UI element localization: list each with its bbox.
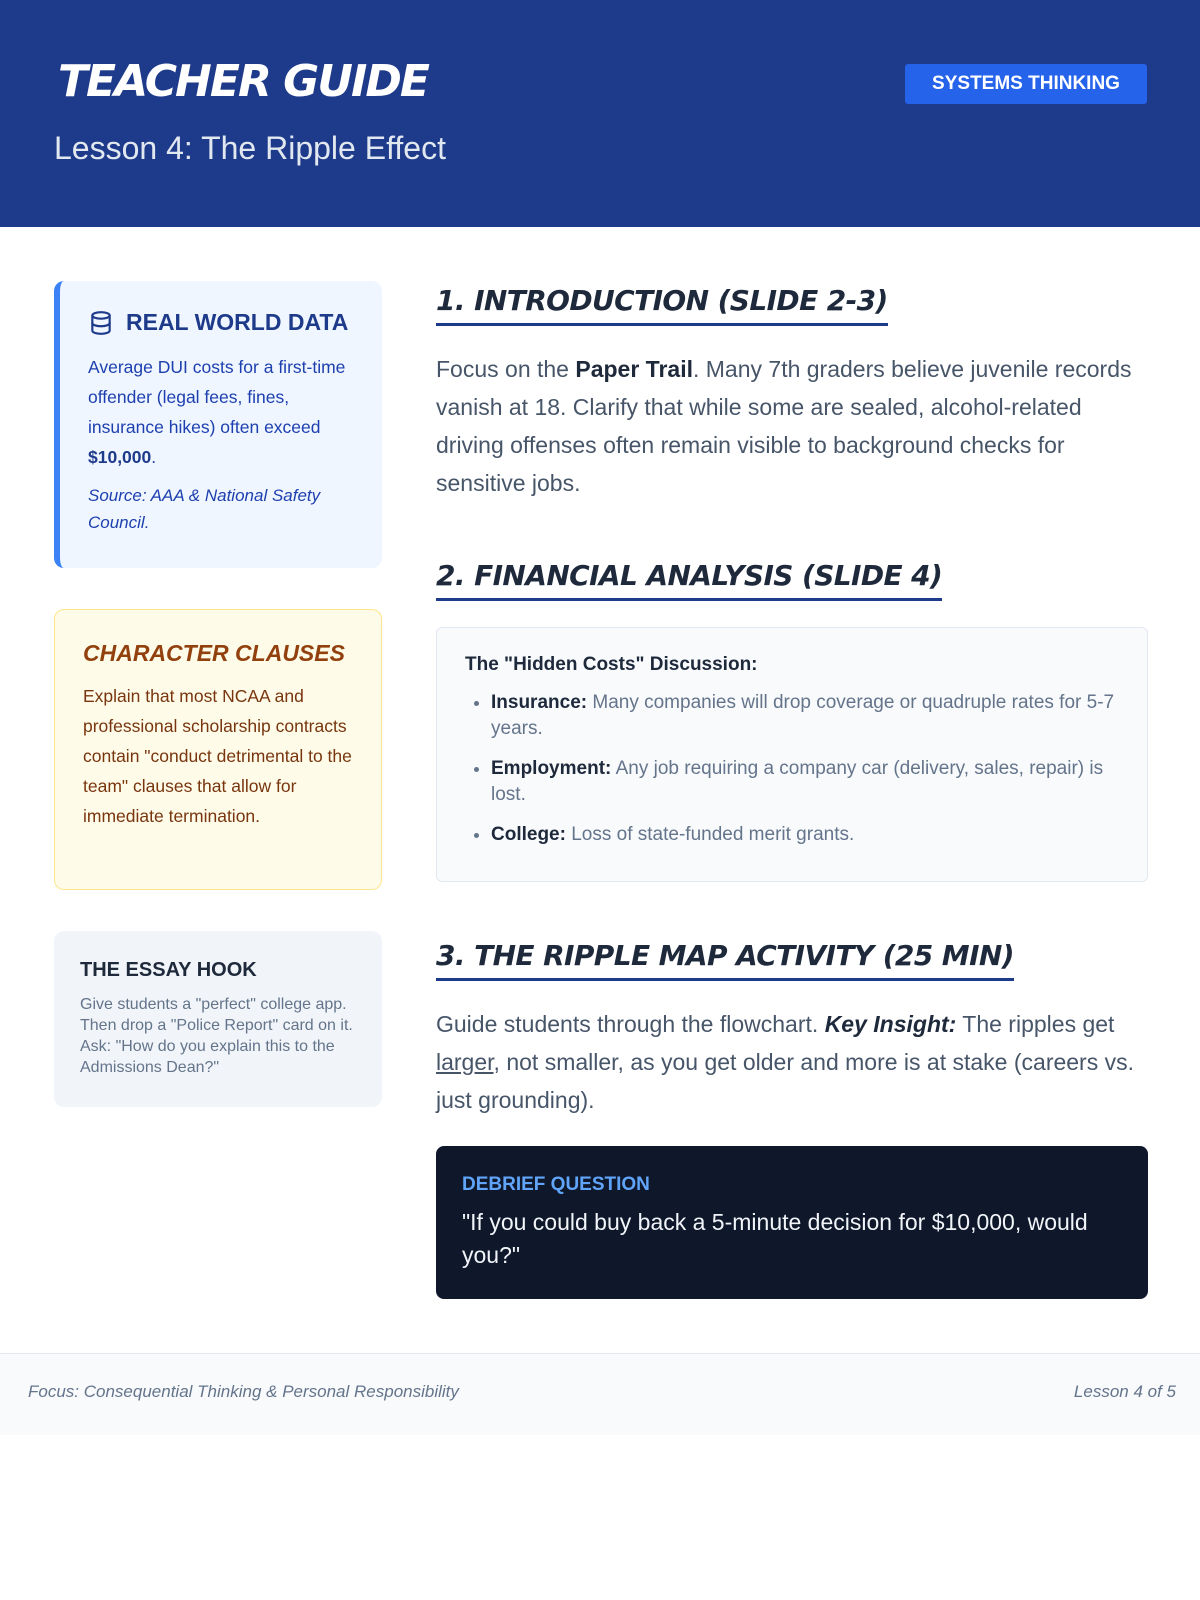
real-world-data-header	[88, 309, 362, 336]
introduction-text-start: Focus on the	[436, 356, 576, 382]
character-clauses-text: Explain that most NCAA and professional scholarship contracts contain "conduct detrimental to the team" clauses that allow for immediate termination.	[83, 686, 352, 826]
real-world-data-text-end: .	[151, 447, 157, 467]
database-icon	[88, 310, 114, 336]
dui-cost-value: $10,000	[88, 447, 152, 467]
footer-focus: Focus: Consequential Thinking & Personal Responsibility	[28, 1382, 459, 1401]
introduction-heading: 1. INTRODUCTION (SLIDE 2-3)	[436, 284, 888, 326]
financial-analysis-heading: 2. FINANCIAL ANALYSIS (SLIDE 4)	[436, 559, 942, 601]
ripple-map-heading: 3. THE RIPPLE MAP ACTIVITY (25 MIN)	[436, 939, 1014, 981]
page-header	[0, 0, 1200, 227]
ripple-map-text-start: Guide students through the flowchart.	[436, 1011, 825, 1037]
introduction-text	[436, 350, 1148, 502]
ripple-map-text-middle: The ripples get	[956, 1011, 1115, 1037]
debrief-question: "If you could buy back a 5-minute decision for $10,000, would you?"	[462, 1209, 1088, 1268]
ripple-map-text	[436, 1005, 1148, 1119]
list-item-text: Loss of state-funded merit grants.	[565, 824, 855, 845]
hidden-costs-list	[465, 690, 1121, 848]
larger-emphasis: larger	[436, 1049, 494, 1075]
topic-badge: SYSTEMS THINKING	[905, 64, 1147, 104]
hidden-costs-box	[436, 627, 1148, 882]
lesson-progress: Lesson 4 of 5	[1073, 1382, 1176, 1401]
essay-hook-card	[54, 931, 382, 1107]
debrief-label: DEBRIEF QUESTION	[462, 1174, 650, 1195]
debrief-question-box	[436, 1146, 1148, 1299]
essay-hook-title: THE ESSAY HOOK	[80, 959, 257, 981]
key-insight-label: Key Insight:	[824, 1011, 957, 1037]
ripple-map-text-end: , not smaller, as you get older and more is at stake (careers vs. just grounding).	[436, 1049, 1134, 1113]
real-world-data-card	[54, 281, 382, 568]
character-clauses-title: CHARACTER CLAUSES	[83, 640, 345, 666]
hidden-costs-title: The "Hidden Costs" Discussion:	[465, 654, 758, 675]
real-world-data-title: REAL WORLD DATA	[126, 309, 349, 335]
page-footer	[0, 1353, 1200, 1435]
list-item-label: Employment:	[491, 758, 612, 779]
character-clauses-card	[54, 609, 382, 890]
page-title: TEACHER GUIDE	[58, 56, 428, 107]
list-item-label: Insurance:	[491, 692, 588, 713]
real-world-data-text-start: Average DUI costs for a first-time offender (legal fees, fines, insurance hikes) often exceed	[88, 357, 346, 437]
list-item-label: College:	[491, 824, 566, 845]
paper-trail-emphasis: Paper Trail	[575, 356, 693, 382]
essay-hook-text: Give students a "perfect" college app. Then drop a "Police Report" card on it. Ask: "How do you explain this to the Admissions Dean?"	[80, 996, 353, 1076]
list-item	[491, 690, 1121, 742]
list-item-text: Many companies will drop coverage or quadruple rates for 5-7 years.	[491, 692, 1115, 739]
introduction-text-end: . Many 7th graders believe juvenile records vanish at 18. Clarify that while some are sealed, alcohol-related driving offenses often remain visible to background checks for sensitive jobs.	[436, 356, 1132, 496]
data-source: Source: AAA & National Safety Council.	[88, 486, 321, 532]
list-item	[491, 756, 1121, 808]
list-item	[491, 822, 1121, 848]
lesson-subtitle: Lesson 4: The Ripple Effect	[54, 130, 446, 166]
list-item-text: Any job requiring a company car (delivery, sales, repair) is lost.	[491, 758, 1104, 805]
real-world-data-text	[88, 352, 362, 472]
